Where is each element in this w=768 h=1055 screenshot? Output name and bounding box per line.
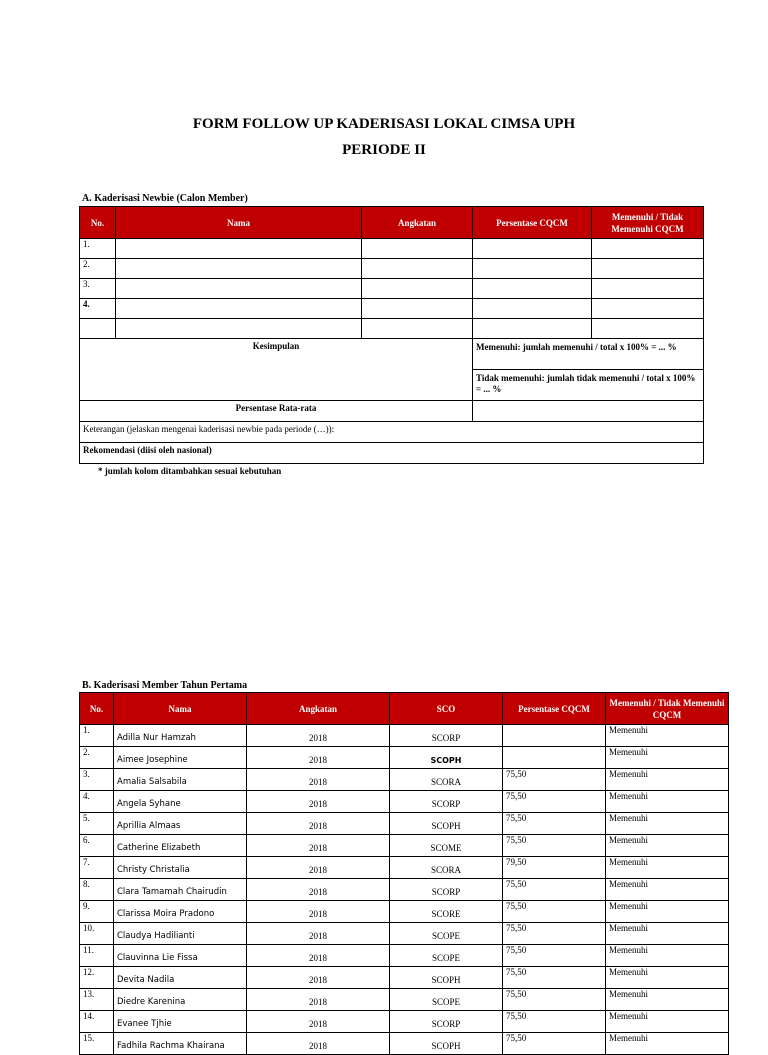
cell-persentase: 75,50 <box>503 813 606 835</box>
cell-nama: Clauvinna Lie Fissa <box>114 945 247 967</box>
cell-sco: SCOPE <box>390 945 503 967</box>
cell-memenuhi[interactable] <box>592 319 704 339</box>
cell-persentase[interactable] <box>473 259 592 279</box>
cell-persentase[interactable] <box>473 299 592 319</box>
cell-angkatan: 2018 <box>247 769 390 791</box>
keterangan-row <box>80 422 704 443</box>
row-number: 6. <box>80 835 114 857</box>
cell-nama: Clara Tamamah Chairudin <box>114 879 247 901</box>
kesimpulan-row-memenuhi <box>80 339 704 370</box>
table-row <box>80 279 704 299</box>
table-row <box>80 259 704 279</box>
cell-persentase[interactable] <box>473 239 592 259</box>
cell-status: Memenuhi <box>606 923 729 945</box>
table-row <box>80 769 729 791</box>
footnote: * jumlah kolom ditambahkan sesuai kebutuhan <box>98 466 282 476</box>
rekomendasi-text: Rekomendasi (diisi oleh nasional) <box>80 443 704 464</box>
cell-angkatan: 2018 <box>247 923 390 945</box>
header-no: No. <box>80 207 116 239</box>
row-number: 2. <box>80 747 114 769</box>
cell-nama: Adilla Nur Hamzah <box>114 725 247 747</box>
section-b-heading: B. Kaderisasi Member Tahun Pertama <box>82 680 248 691</box>
header-nama: Nama <box>116 207 362 239</box>
newbie-table <box>79 206 704 464</box>
cell-nama: Aimee Josephine <box>114 747 247 769</box>
cell-nama: Diedre Karenina <box>114 989 247 1011</box>
cell-status: Memenuhi <box>606 769 729 791</box>
cell-memenuhi[interactable] <box>592 259 704 279</box>
header-memenuhi: Memenuhi / Tidak Memenuhi CQCM <box>606 693 729 725</box>
page-title: FORM FOLLOW UP KADERISASI LOKAL CIMSA UPH <box>192 116 576 132</box>
tidak-memenuhi-formula: Tidak memenuhi: jumlah tidak memenuhi / total x 100% = ... % <box>473 370 704 401</box>
row-number: 12. <box>80 967 114 989</box>
table-row <box>80 747 729 769</box>
table-row <box>80 791 729 813</box>
cell-persentase: 75,50 <box>503 879 606 901</box>
row-number: 4. <box>80 299 116 319</box>
section-a-heading: A. Kaderisasi Newbie (Calon Member) <box>82 193 248 204</box>
cell-sco: SCOPH <box>390 967 503 989</box>
table-header-row <box>80 693 729 725</box>
cell-angkatan: 2018 <box>247 791 390 813</box>
cell-sco: SCORP <box>390 1011 503 1033</box>
cell-persentase <box>503 747 606 769</box>
rata-rata-label: Persentase Rata-rata <box>80 401 473 422</box>
cell-angkatan: 2018 <box>247 879 390 901</box>
row-number: 9. <box>80 901 114 923</box>
cell-sco: SCORP <box>390 879 503 901</box>
cell-nama: Devita Nadila <box>114 967 247 989</box>
cell-status: Memenuhi <box>606 879 729 901</box>
table-row <box>80 901 729 923</box>
cell-status: Memenuhi <box>606 1011 729 1033</box>
cell-angkatan: 2018 <box>247 1033 390 1055</box>
cell-status: Memenuhi <box>606 835 729 857</box>
row-number: 3. <box>80 279 116 299</box>
table-row <box>80 967 729 989</box>
table-row <box>80 879 729 901</box>
table-row <box>80 299 704 319</box>
cell-angkatan: 2018 <box>247 747 390 769</box>
cell-angkatan: 2018 <box>247 967 390 989</box>
cell-persentase: 75,50 <box>503 967 606 989</box>
row-number: 3. <box>80 769 114 791</box>
row-number: 10. <box>80 923 114 945</box>
header-nama: Nama <box>114 693 247 725</box>
cell-nama: Clarissa Moira Pradono <box>114 901 247 923</box>
cell-persentase[interactable] <box>473 279 592 299</box>
cell-sco: SCOPE <box>390 923 503 945</box>
cell-nama: Catherine Elizabeth <box>114 835 247 857</box>
kesimpulan-label: Kesimpulan <box>80 339 473 401</box>
row-number: 11. <box>80 945 114 967</box>
cell-persentase: 75,50 <box>503 791 606 813</box>
table-row <box>80 239 704 259</box>
header-no: No. <box>80 693 114 725</box>
cell-angkatan[interactable] <box>362 319 473 339</box>
rekomendasi-row <box>80 443 704 464</box>
table-row <box>80 1011 729 1033</box>
cell-angkatan: 2018 <box>247 945 390 967</box>
cell-nama[interactable] <box>116 279 362 299</box>
cell-persentase: 79,50 <box>503 857 606 879</box>
table-row <box>80 945 729 967</box>
header-angkatan: Angkatan <box>362 207 473 239</box>
cell-persentase: 75,50 <box>503 769 606 791</box>
cell-persentase: 75,50 <box>503 835 606 857</box>
header-sco: SCO <box>390 693 503 725</box>
table-row <box>80 1033 729 1055</box>
cell-sco: SCORP <box>390 725 503 747</box>
cell-status: Memenuhi <box>606 1033 729 1055</box>
cell-angkatan: 2018 <box>247 901 390 923</box>
cell-status: Memenuhi <box>606 747 729 769</box>
page-subtitle: PERIODE II <box>342 142 426 158</box>
cell-nama[interactable] <box>116 239 362 259</box>
cell-sco: SCORA <box>390 857 503 879</box>
row-number <box>80 319 116 339</box>
header-persentase: Persentase CQCM <box>473 207 592 239</box>
table-header-row <box>80 207 704 239</box>
cell-persentase <box>503 725 606 747</box>
header-angkatan: Angkatan <box>247 693 390 725</box>
row-number: 7. <box>80 857 114 879</box>
cell-nama: Amalia Salsabila <box>114 769 247 791</box>
cell-status: Memenuhi <box>606 813 729 835</box>
row-number: 1. <box>80 239 116 259</box>
cell-memenuhi[interactable] <box>592 279 704 299</box>
cell-status: Memenuhi <box>606 967 729 989</box>
cell-persentase: 75,50 <box>503 1033 606 1055</box>
cell-angkatan: 2018 <box>247 989 390 1011</box>
row-number: 2. <box>80 259 116 279</box>
table-row <box>80 857 729 879</box>
cell-angkatan[interactable] <box>362 299 473 319</box>
memenuhi-formula: Memenuhi: jumlah memenuhi / total x 100% = ... % <box>473 339 704 370</box>
cell-sco: SCOPH <box>390 813 503 835</box>
cell-angkatan[interactable] <box>362 239 473 259</box>
cell-nama: Aprillia Almaas <box>114 813 247 835</box>
row-number: 5. <box>80 813 114 835</box>
keterangan-text: Keterangan (jelaskan mengenai kaderisasi newbie pada periode (…)): <box>80 422 704 443</box>
cell-angkatan[interactable] <box>362 279 473 299</box>
cell-angkatan: 2018 <box>247 813 390 835</box>
cell-status: Memenuhi <box>606 989 729 1011</box>
cell-nama[interactable] <box>116 299 362 319</box>
cell-sco: SCORA <box>390 769 503 791</box>
cell-nama: Fadhila Rachma Khairana <box>114 1033 247 1055</box>
cell-sco: SCOPE <box>390 989 503 1011</box>
cell-angkatan: 2018 <box>247 1011 390 1033</box>
rata-rata-value[interactable] <box>473 401 704 422</box>
cell-angkatan: 2018 <box>247 725 390 747</box>
table-row <box>80 725 729 747</box>
cell-persentase: 75,50 <box>503 989 606 1011</box>
table-row <box>80 923 729 945</box>
cell-nama[interactable] <box>116 319 362 339</box>
cell-angkatan: 2018 <box>247 857 390 879</box>
rata-rata-row <box>80 401 704 422</box>
row-number: 14. <box>80 1011 114 1033</box>
cell-nama: Evanee Tjhie <box>114 1011 247 1033</box>
table-row <box>80 989 729 1011</box>
table-row <box>80 813 729 835</box>
cell-sco: SCORE <box>390 901 503 923</box>
cell-persentase: 75,50 <box>503 923 606 945</box>
cell-status: Memenuhi <box>606 945 729 967</box>
cell-nama: Claudya Hadilianti <box>114 923 247 945</box>
header-memenuhi: Memenuhi / Tidak Memenuhi CQCM <box>592 207 704 239</box>
cell-sco: SCOPH <box>390 1033 503 1055</box>
row-number: 1. <box>80 725 114 747</box>
cell-persentase: 75,50 <box>503 901 606 923</box>
row-number: 4. <box>80 791 114 813</box>
row-number: 13. <box>80 989 114 1011</box>
cell-status: Memenuhi <box>606 725 729 747</box>
row-number: 15. <box>80 1033 114 1055</box>
cell-memenuhi[interactable] <box>592 299 704 319</box>
row-number: 8. <box>80 879 114 901</box>
table-row <box>80 319 704 339</box>
cell-status: Memenuhi <box>606 901 729 923</box>
cell-sco: SCOME <box>390 835 503 857</box>
cell-persentase: 75,50 <box>503 945 606 967</box>
member-table <box>79 692 729 1055</box>
cell-sco: SCORP <box>390 791 503 813</box>
cell-angkatan: 2018 <box>247 835 390 857</box>
header-persentase: Persentase CQCM <box>503 693 606 725</box>
cell-status: Memenuhi <box>606 791 729 813</box>
table-row <box>80 835 729 857</box>
cell-angkatan[interactable] <box>362 259 473 279</box>
cell-persentase: 75,50 <box>503 1011 606 1033</box>
cell-nama[interactable] <box>116 259 362 279</box>
cell-nama: Angela Syhane <box>114 791 247 813</box>
cell-status: Memenuhi <box>606 857 729 879</box>
cell-sco: SCOPH <box>390 747 503 769</box>
cell-persentase[interactable] <box>473 319 592 339</box>
cell-memenuhi[interactable] <box>592 239 704 259</box>
cell-nama: Christy Christalia <box>114 857 247 879</box>
